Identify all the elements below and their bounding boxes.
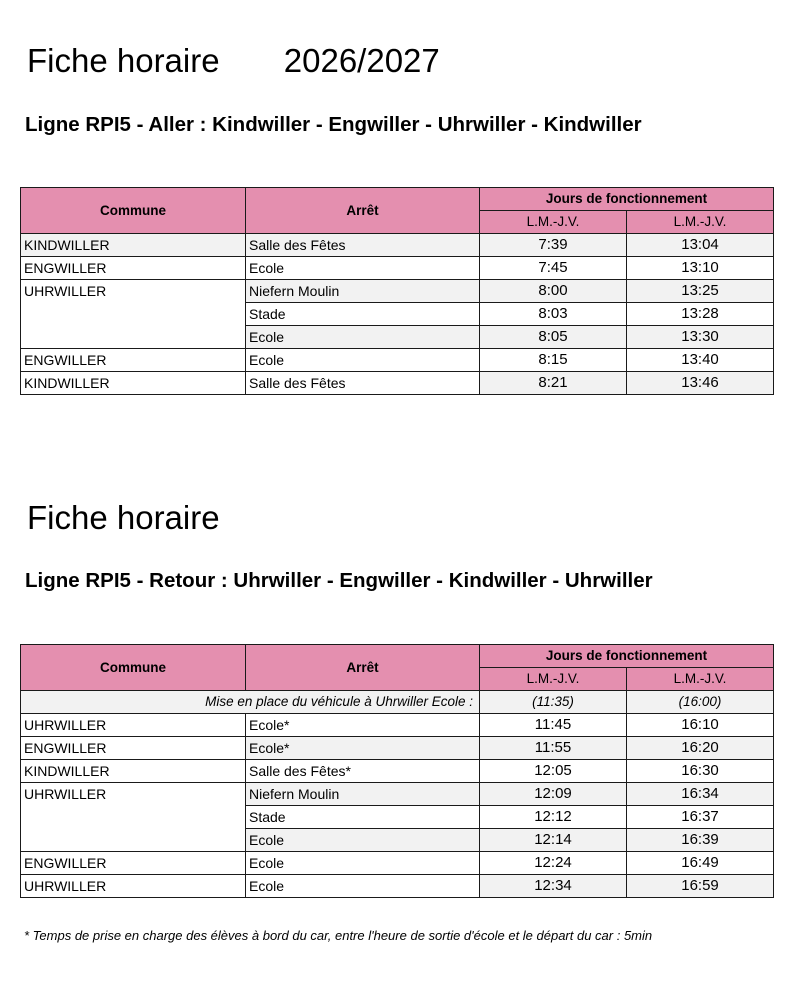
arret-cell: Ecole* [246,737,480,760]
time-cell: 16:37 [627,806,774,829]
time-cell: 8:21 [480,372,627,395]
setup-time: (11:35) [480,691,627,714]
header-days-col2: L.M.-J.V. [627,211,774,234]
arret-cell: Salle des Fêtes [246,234,480,257]
time-cell: 11:55 [480,737,627,760]
header-days-col1: L.M.-J.V. [480,668,627,691]
header-commune: Commune [21,645,246,691]
table-row [21,234,774,257]
time-cell: 13:46 [627,372,774,395]
commune-cell [21,829,246,852]
table-row [21,875,774,898]
table-row [21,303,774,326]
commune-cell: ENGWILLER [21,852,246,875]
time-cell: 13:40 [627,349,774,372]
table-row [21,760,774,783]
header-arret: Arrêt [246,188,480,234]
schedule-table-aller [20,187,774,395]
footnote: * Temps de prise en charge des élèves à bord du car, entre l'heure de sortie d'école et le départ du car : 5min [24,928,653,943]
time-cell: 7:39 [480,234,627,257]
time-cell: 12:05 [480,760,627,783]
arret-cell: Ecole [246,852,480,875]
time-cell: 16:49 [627,852,774,875]
arret-cell: Ecole [246,257,480,280]
commune-cell [21,806,246,829]
arret-cell: Stade [246,303,480,326]
time-cell: 16:20 [627,737,774,760]
header-arret: Arrêt [246,645,480,691]
arret-cell: Stade [246,806,480,829]
time-cell: 8:03 [480,303,627,326]
table-row [21,806,774,829]
time-cell: 16:10 [627,714,774,737]
commune-cell: ENGWILLER [21,737,246,760]
time-cell: 13:30 [627,326,774,349]
line-title-aller: Ligne RPI5 - Aller : Kindwiller - Engwiller - Uhrwiller - Kindwiller [25,113,642,136]
time-cell: 13:04 [627,234,774,257]
header-days: Jours de fonctionnement [480,188,774,211]
time-cell: 7:45 [480,257,627,280]
header-commune: Commune [21,188,246,234]
commune-cell: UHRWILLER [21,875,246,898]
commune-cell: ENGWILLER [21,349,246,372]
commune-cell [21,326,246,349]
time-cell: 12:24 [480,852,627,875]
time-cell: 13:10 [627,257,774,280]
commune-cell: UHRWILLER [21,714,246,737]
arret-cell: Salle des Fêtes [246,372,480,395]
time-cell: 13:25 [627,280,774,303]
table-row [21,326,774,349]
schedule-table-retour [20,644,774,898]
commune-cell: UHRWILLER [21,280,246,303]
commune-cell: ENGWILLER [21,257,246,280]
table-row [21,737,774,760]
table-row [21,829,774,852]
table-row [21,372,774,395]
table-row [21,714,774,737]
arret-cell: Ecole [246,875,480,898]
header-days-col2: L.M.-J.V. [627,668,774,691]
time-cell: 12:34 [480,875,627,898]
time-cell: 8:05 [480,326,627,349]
time-cell: 16:39 [627,829,774,852]
time-cell: 12:12 [480,806,627,829]
arret-cell: Niefern Moulin [246,280,480,303]
time-cell: 11:45 [480,714,627,737]
time-cell: 13:28 [627,303,774,326]
time-cell: 16:59 [627,875,774,898]
time-cell: 16:34 [627,783,774,806]
commune-cell [21,303,246,326]
table-row [21,257,774,280]
line-title-retour: Ligne RPI5 - Retour : Uhrwiller - Engwiller - Kindwiller - Uhrwiller [25,569,653,592]
time-cell: 16:30 [627,760,774,783]
header-days: Jours de fonctionnement [480,645,774,668]
commune-cell: KINDWILLER [21,372,246,395]
commune-cell: UHRWILLER [21,783,246,806]
table-row [21,783,774,806]
arret-cell: Salle des Fêtes* [246,760,480,783]
time-cell: 8:00 [480,280,627,303]
setup-time: (16:00) [627,691,774,714]
arret-cell: Niefern Moulin [246,783,480,806]
table-row [21,852,774,875]
arret-cell: Ecole [246,326,480,349]
table-row [21,280,774,303]
time-cell: 8:15 [480,349,627,372]
commune-cell: KINDWILLER [21,234,246,257]
arret-cell: Ecole [246,829,480,852]
arret-cell: Ecole [246,349,480,372]
arret-cell: Ecole* [246,714,480,737]
table-row [21,349,774,372]
setup-row [21,691,774,714]
setup-label: Mise en place du véhicule à Uhrwiller Ecole : [21,691,480,714]
time-cell: 12:14 [480,829,627,852]
page-title: Fiche horaire 2026/2027 [27,42,440,79]
time-cell: 12:09 [480,783,627,806]
header-days-col1: L.M.-J.V. [480,211,627,234]
commune-cell: KINDWILLER [21,760,246,783]
page-title-2: Fiche horaire [27,499,220,536]
